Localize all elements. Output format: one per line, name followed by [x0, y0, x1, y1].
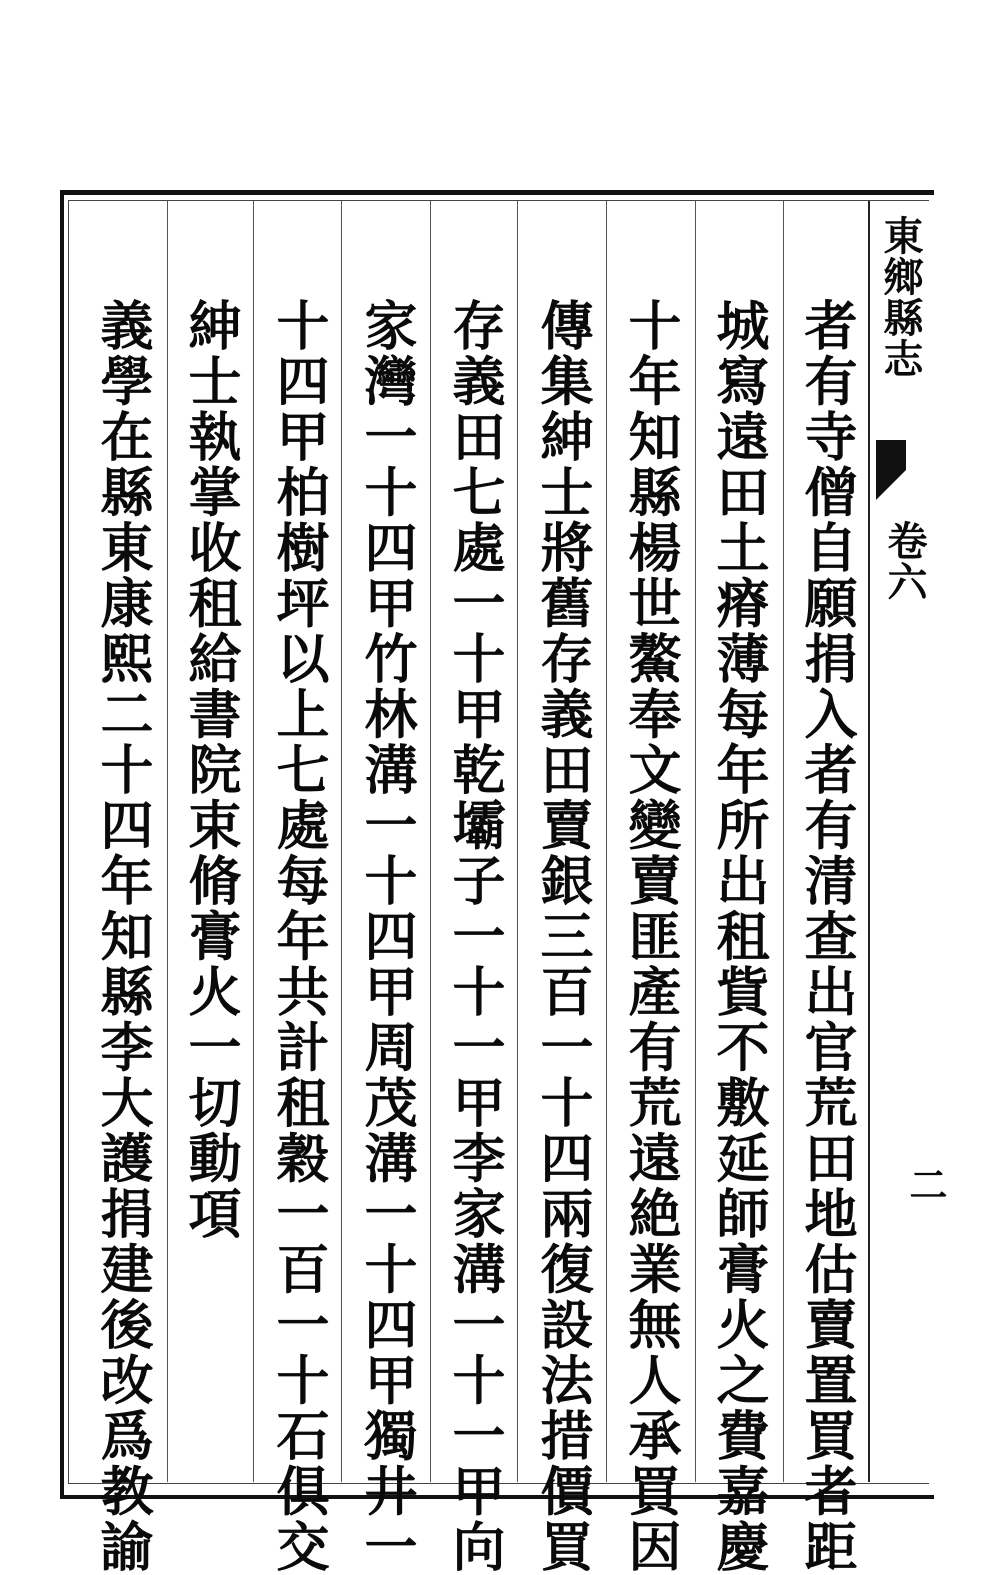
text-column-3: 十年知縣楊世鰲奉文變賣匪產有荒遠絶業無人承買因 [620, 298, 682, 1575]
column-rule [783, 201, 784, 1482]
column-rule [517, 201, 518, 1482]
text-column-2: 城寫遠田土瘠薄每年所出租貲不敷延師膏火之費嘉慶 [708, 298, 770, 1575]
column-rule [253, 201, 254, 1482]
column-rule [606, 201, 607, 1482]
text-column-6: 家灣一十四甲竹林溝一十四甲周茂溝一十四甲獨井一 [356, 298, 418, 1575]
folio-number: 二 [903, 1165, 948, 1203]
text-column-4: 傳集紳士將舊存義田賣銀三百一十四兩復設法措價買 [532, 298, 594, 1575]
column-rule [695, 201, 696, 1482]
text-column-8: 紳士執掌收租給書院束脩膏火一切動項 [180, 298, 242, 1242]
margin-rule [868, 201, 870, 1482]
text-column-9: 義學在縣東康熙二十四年知縣李大護捐建後改爲教諭 [92, 298, 154, 1575]
text-column-5: 存義田七處一十甲乾壩子一十一甲李家溝一十一甲向 [444, 298, 506, 1575]
column-rule [430, 201, 431, 1482]
book-title: 東鄉縣志 [877, 215, 924, 379]
column-rule [341, 201, 342, 1482]
column-rule [167, 201, 168, 1482]
volume-label: 卷六 [881, 520, 928, 602]
text-column-1: 者有寺僧自願捐入者有清查出官荒田地估賣置買者距 [796, 298, 858, 1575]
fish-tail-mark-icon [876, 440, 906, 500]
text-column-7: 十四甲柏樹坪以上七處每年共計租穀一百一十石俱交 [268, 298, 330, 1575]
